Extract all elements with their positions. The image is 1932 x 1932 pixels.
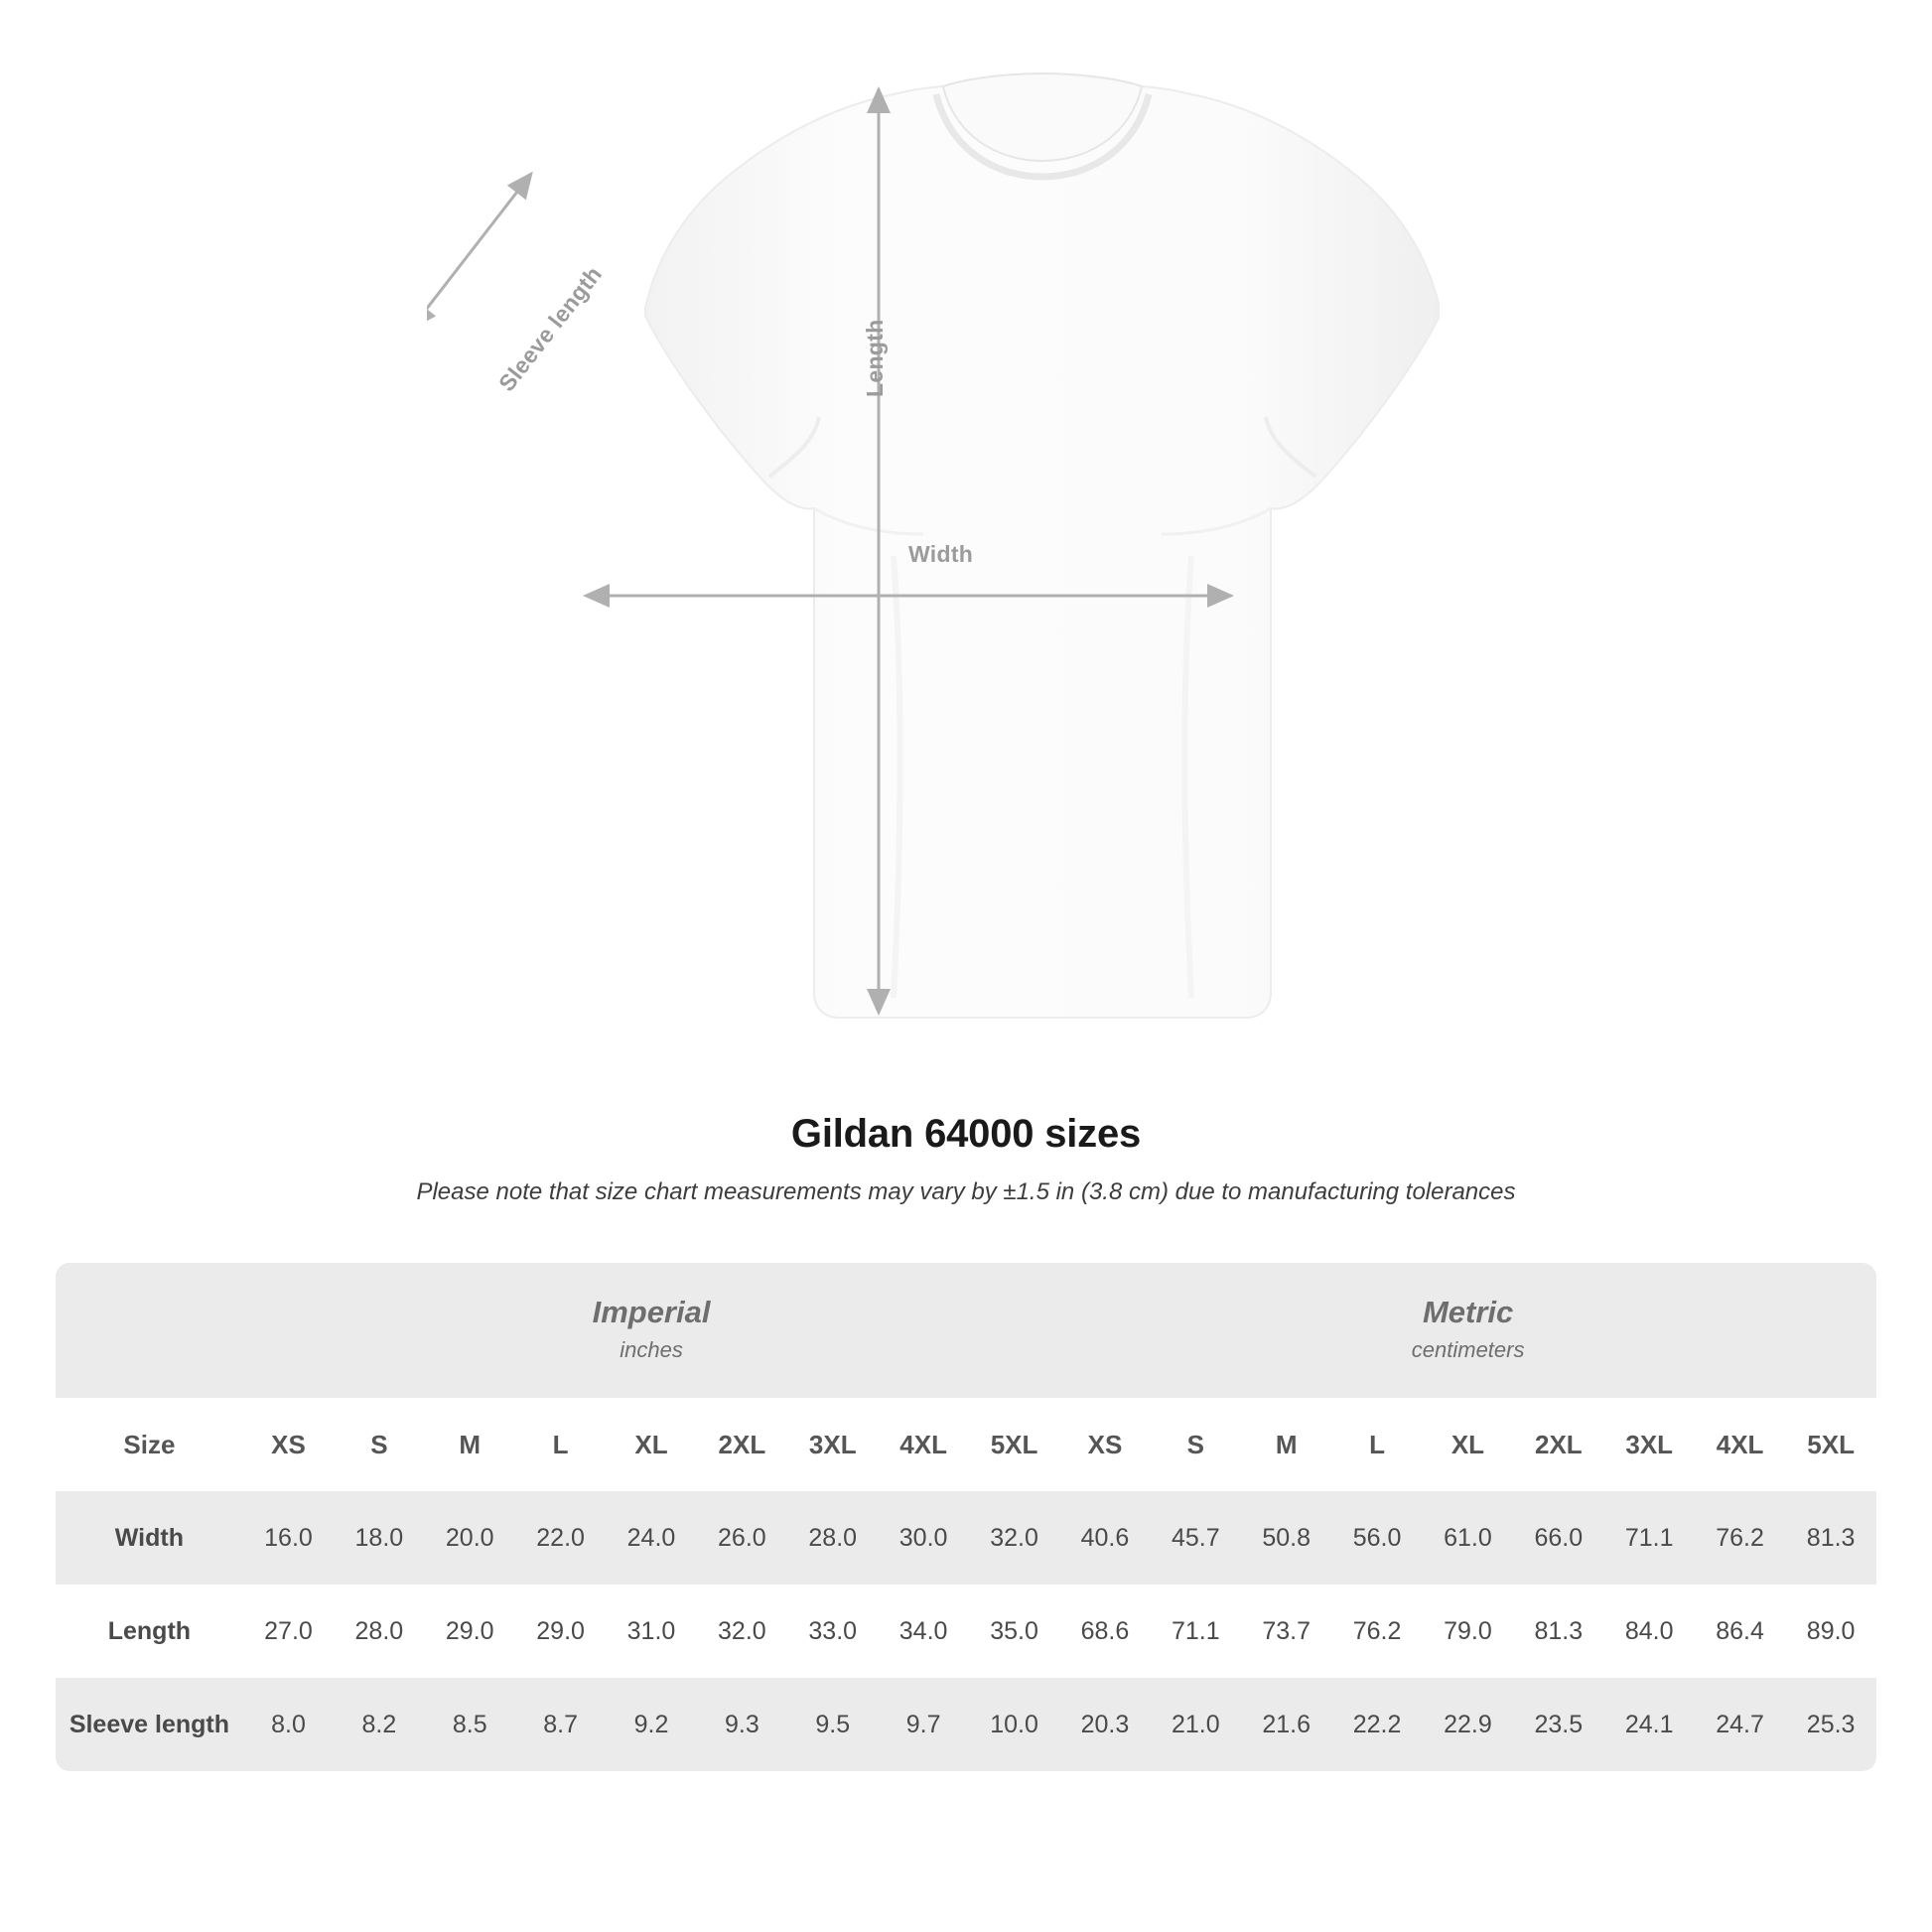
size-cell: L <box>515 1398 606 1491</box>
width-cell: 81.3 <box>1785 1491 1876 1585</box>
length-cell: 27.0 <box>243 1585 334 1678</box>
size-cell: 4XL <box>878 1398 968 1491</box>
width-cell: 24.0 <box>606 1491 696 1585</box>
row-header-size: Size <box>56 1398 243 1491</box>
length-cell: 73.7 <box>1241 1585 1331 1678</box>
title-block <box>0 1112 1932 1206</box>
size-cell: L <box>1331 1398 1422 1491</box>
table-row-length <box>56 1585 1876 1678</box>
width-cell: 40.6 <box>1059 1491 1150 1585</box>
size-cell: 3XL <box>1604 1398 1695 1491</box>
sleeve-cell: 9.7 <box>878 1678 968 1771</box>
sleeve-cell: 8.5 <box>425 1678 515 1771</box>
width-cell: 56.0 <box>1331 1491 1422 1585</box>
sleeve-cell: 10.0 <box>969 1678 1059 1771</box>
length-cell: 34.0 <box>878 1585 968 1678</box>
length-cell: 28.0 <box>334 1585 424 1678</box>
unit-sub-imperial: inches <box>620 1336 683 1362</box>
width-cell: 18.0 <box>334 1491 424 1585</box>
length-cell: 84.0 <box>1604 1585 1695 1678</box>
row-header-sleeve-length: Sleeve length <box>56 1678 243 1771</box>
length-cell: 35.0 <box>969 1585 1059 1678</box>
length-cell: 31.0 <box>606 1585 696 1678</box>
width-cell: 66.0 <box>1513 1491 1603 1585</box>
unit-name-metric: Metric <box>1422 1295 1514 1330</box>
sleeve-cell: 25.3 <box>1785 1678 1876 1771</box>
length-cell: 86.4 <box>1695 1585 1785 1678</box>
sleeve-cell: 8.0 <box>243 1678 334 1771</box>
table-row-width <box>56 1491 1876 1585</box>
unit-header-metric <box>1059 1263 1876 1398</box>
size-cell: 2XL <box>1513 1398 1603 1491</box>
size-cell: XL <box>1423 1398 1513 1491</box>
width-cell: 50.8 <box>1241 1491 1331 1585</box>
width-dimension-label: Width <box>908 541 974 567</box>
sleeve-cell: 22.9 <box>1423 1678 1513 1771</box>
unit-name-imperial: Imperial <box>592 1295 711 1330</box>
sleeve-cell: 9.3 <box>697 1678 787 1771</box>
size-cell: S <box>1151 1398 1241 1491</box>
length-cell: 68.6 <box>1059 1585 1150 1678</box>
row-header-length: Length <box>56 1585 243 1678</box>
sleeve-cell: 23.5 <box>1513 1678 1603 1771</box>
width-cell: 30.0 <box>878 1491 968 1585</box>
width-cell: 28.0 <box>787 1491 878 1585</box>
width-cell: 22.0 <box>515 1491 606 1585</box>
unit-header-row <box>56 1263 1876 1398</box>
sleeve-cell: 21.6 <box>1241 1678 1331 1771</box>
sleeve-cell: 22.2 <box>1331 1678 1422 1771</box>
length-cell: 81.3 <box>1513 1585 1603 1678</box>
page-title: Gildan 64000 sizes <box>790 1112 1142 1156</box>
length-cell: 71.1 <box>1151 1585 1241 1678</box>
size-cell: M <box>1241 1398 1331 1491</box>
row-header-width: Width <box>56 1491 243 1585</box>
sleeve-cell: 9.5 <box>787 1678 878 1771</box>
table-row-sleeve-length <box>56 1678 1876 1771</box>
size-cell: XL <box>606 1398 696 1491</box>
size-cell: 4XL <box>1695 1398 1785 1491</box>
sleeve-cell: 21.0 <box>1151 1678 1241 1771</box>
sleeve-cell: 24.7 <box>1695 1678 1785 1771</box>
length-cell: 29.0 <box>425 1585 515 1678</box>
size-table <box>56 1263 1876 1771</box>
length-cell: 33.0 <box>787 1585 878 1678</box>
width-cell: 16.0 <box>243 1491 334 1585</box>
length-dimension-label: Length <box>862 319 888 397</box>
sleeve-cell: 24.1 <box>1604 1678 1695 1771</box>
width-cell: 26.0 <box>697 1491 787 1585</box>
table-row-size <box>56 1398 1876 1491</box>
size-table-wrapper <box>56 1263 1876 1771</box>
table-corner-cell <box>56 1263 243 1398</box>
sleeve-cell: 20.3 <box>1059 1678 1150 1771</box>
sleeve-cell: 8.7 <box>515 1678 606 1771</box>
width-cell: 61.0 <box>1423 1491 1513 1585</box>
size-cell: S <box>334 1398 424 1491</box>
size-cell: 2XL <box>697 1398 787 1491</box>
width-cell: 76.2 <box>1695 1491 1785 1585</box>
sleeve-length-dimension-label: Sleeve length <box>493 261 608 397</box>
size-cell: XS <box>1059 1398 1150 1491</box>
size-cell: 5XL <box>1785 1398 1876 1491</box>
length-cell: 32.0 <box>697 1585 787 1678</box>
length-cell: 76.2 <box>1331 1585 1422 1678</box>
unit-sub-metric: centimeters <box>1411 1336 1525 1362</box>
width-cell: 20.0 <box>425 1491 515 1585</box>
length-cell: 89.0 <box>1785 1585 1876 1678</box>
width-cell: 32.0 <box>969 1491 1059 1585</box>
width-cell: 45.7 <box>1151 1491 1241 1585</box>
tolerance-note: Please note that size chart measurements may vary by ±1.5 in (3.8 cm) due to manufacturing tolerances <box>416 1178 1516 1205</box>
sleeve-cell: 8.2 <box>334 1678 424 1771</box>
size-cell: 5XL <box>969 1398 1059 1491</box>
sleeve-cell: 9.2 <box>606 1678 696 1771</box>
length-cell: 79.0 <box>1423 1585 1513 1678</box>
size-cell: 3XL <box>787 1398 878 1491</box>
unit-header-imperial <box>243 1263 1059 1398</box>
size-cell: M <box>425 1398 515 1491</box>
size-cell: XS <box>243 1398 334 1491</box>
length-cell: 29.0 <box>515 1585 606 1678</box>
width-cell: 71.1 <box>1604 1491 1695 1585</box>
